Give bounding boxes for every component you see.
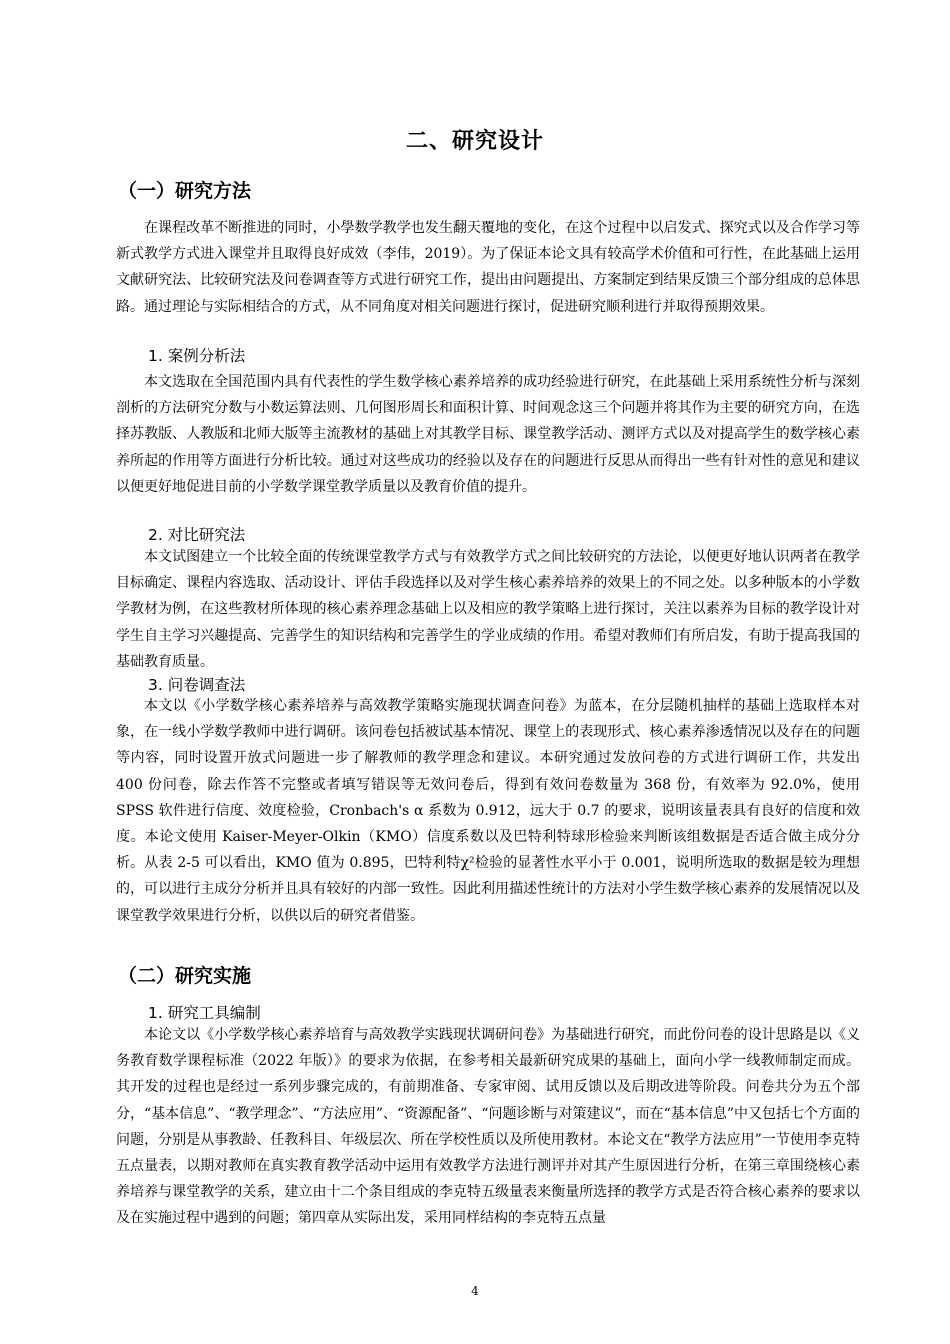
intro-paragraph: 在课程改革不断推进的同时，小學数学教学也发生翻天覆地的变化，在这个过程中以启发式、探究式以及合作学习等新式教学方式进入课堂并且取得良好成效（李伟，2019）。为了保证本论文具有较高学术价值和可行性，在此基础上运用文献研究法、比较研究法及问卷调查等方式进行研究工作，提出由问题提出、方案制定到结果反馈三个部分组成的总体思路。通过理论与实际相结合的方式，从不同角度对相关问题进行探讨，促进研究顺利进行并取得预期效果。 [116, 220, 860, 315]
chapter-title: 二、研究设计 [405, 129, 544, 154]
paragraph-comparative-study: 本文试图建立一个比较全面的传统课堂教学方式与有效教学方式之间比较研究的方法论，以便更好地认识两者在教学目标确定、课程内容选取、活动设计、评估手段选择以及对学生核心素养培养的效果上的不同之处。以多种版本的小学数学教材为例，在这些教材所体现的核心素养理念基础上以及相应的教学策略上进行探讨，关注以素养为目标的教学设计对学生自主学习兴趣提高、完善学生的知识结构和完善学生的学业成绩的作用。希望对教师们有所启发，有助于提高我国的基础教育质量。 [116, 549, 860, 670]
page-number: 4 [471, 1284, 479, 1298]
subheading-questionnaire: 3. 问卷调查法 [148, 676, 246, 694]
section-heading-implementation: （二）研究实施 [118, 965, 252, 987]
paragraph-questionnaire: 本文以《小学数学核心素养培养与高效教学策略实施现状调查问卷》为蓝本，在分层随机抽样的基础上选取样本对象，在一线小学数学教师中进行调研。该问卷包括被试基本情况、课堂上的表现形式、核心素养渗透情况以及存在的问题等内容，同时设置开放式问题进一步了解教师的教学理念和建议。本研究通过发放问卷的方式进行调研工作，共发出 400 份问卷，除去作答不完整或者填写错误等无效问卷后，得到有效问卷数量为 368 份，有效率为 92.0%，使用 SPSS 软件进行信度、效度检验，Cronbach's α 系数为 0.912，远大于 0.7 的要求，说明该量表具有良好的信度和效度。本论文使用 Kaiser-Meyer-Olkin（KMO）信度系数以及巴特利特球形检验来判断该组数据是否适合做主成分分析。从表 2-5 可以看出，KMO 值为 0.895，巴特利特χ²检验的显著性水平小于 0.001，说明所选取的数据是较为理想的，可以进行主成分分析并且具有较好的内部一致性。因此利用描述性统计的方法对小学生数学核心素养的发展情况以及课堂教学效果进行分析，以供以后的研究者借鉴。 [116, 698, 860, 924]
subheading-case-analysis: 1. 案例分析法 [148, 347, 246, 365]
subheading-instrument: 1. 研究工具编制 [148, 1004, 261, 1022]
subheading-comparative-study: 2. 对比研究法 [148, 526, 246, 544]
paragraph-case-analysis: 本文选取在全国范围内具有代表性的学生数学核心素养培养的成功经验进行研究，在此基础上采用系统性分析与深刻剖析的方法研究分数与小数运算法则、几何图形周长和面积计算、时间观念这三个问题并将其作为主要的研究方向，在选择苏教版、人教版和北师大版等主流教材的基础上对其教学目标、课堂教学活动、测评方式以及对提高学生的数学核心素养所起的作用等方面进行分析比较。通过对这些成功的经验以及存在的问题进行反思从而得出一些有针对性的意见和建议以便更好地促进目前的小学数学课堂教学质量以及教育价值的提升。 [116, 374, 860, 495]
paragraph-instrument: 本论文以《小学数学核心素养培育与高效教学实践现状调研问卷》为基础进行研究，而此份问卷的设计思路是以《义务教育数学课程标准（2022 年版）》的要求为依据，在参考相关最新研究成果的基础上，面向小学一线教师制定而成。其开发的过程也是经过一系列步骤完成的，有前期准备、专家审阅、试用反馈以及后期改进等阶段。问卷共分为五个部分，“基本信息”、“教学理念”、“方法应用”、“资源配备”、“问题诊断与对策建议”，而在“基本信息”中又包括七个方面的问题，分别是从事教龄、任教科目、年级层次、所在学校性质以及所使用教材。本论文在“教学方法应用”一节使用李克特五点量表，以期对教师在真实教育教学活动中运用有效教学方法进行测评并对其产生原因进行分析，在第三章围绕核心素养培养与课堂教学的关系，建立由十二个条目组成的李克特五级量表来衡量所选择的教学方式是否符合核心素养的要求以及在实施过程中遇到的问题；第四章从实际出发，采用同样结构的李克特五点量 [116, 1027, 860, 1227]
section-heading-research-methods: （一）研究方法 [118, 180, 252, 202]
